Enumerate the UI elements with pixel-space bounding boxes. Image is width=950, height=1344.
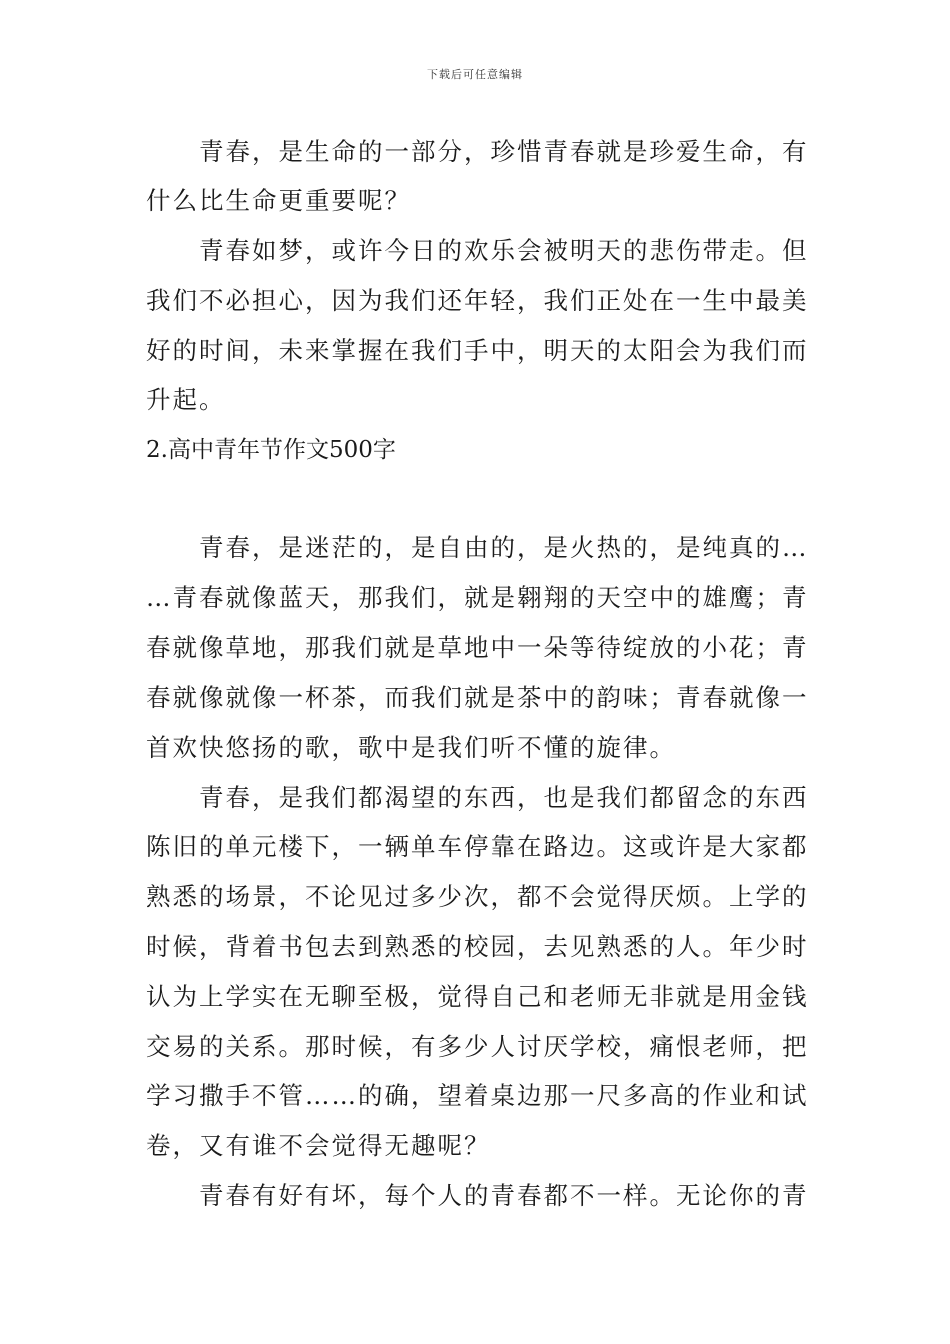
- paragraph-line: 青春，是我们都渴望的东西，也是我们都留念的东西: [146, 783, 809, 812]
- paragraph-line: 首欢快悠扬的歌，歌中是我们听不懂的旋律。: [146, 733, 676, 762]
- paragraph-line: 青春，是生命的一部分，珍惜青春就是珍爱生命，有: [146, 137, 809, 166]
- paragraph-line: 青春如梦，或许今日的欢乐会被明天的悲伤带走。但: [146, 236, 809, 265]
- paragraph-line: 交易的关系。那时候，有多少人讨厌学校，痛恨老师，把: [146, 1032, 809, 1061]
- page-header: 下载后可任意编辑: [427, 68, 523, 81]
- paragraph-line: 学习撒手不管……的确，望着桌边那一尺多高的作业和试: [146, 1081, 809, 1110]
- paragraph-line: 春就像草地，那我们就是草地中一朵等待绽放的小花；青: [146, 633, 809, 662]
- paragraph-line: 青春，是迷茫的，是自由的，是火热的，是纯真的…: [146, 533, 809, 562]
- paragraph-line: 春就像就像一杯茶，而我们就是茶中的韵味；青春就像一: [146, 683, 809, 712]
- paragraph-line: 卷，又有谁不会觉得无趣呢？: [146, 1131, 491, 1160]
- paragraph-line: 我们不必担心，因为我们还年轻，我们正处在一生中最美: [146, 286, 809, 315]
- paragraph-line: 陈旧的单元楼下，一辆单车停靠在路边。这或许是大家都: [146, 832, 809, 861]
- paragraph-line: 什么比生命更重要呢？: [146, 186, 411, 215]
- paragraph-line: 好的时间，未来掌握在我们手中，明天的太阳会为我们而: [146, 336, 809, 365]
- paragraph-line: …青春就像蓝天，那我们，就是翱翔的天空中的雄鹰；青: [146, 583, 809, 612]
- section-heading: 2.高中青年节作文500字: [146, 437, 396, 463]
- paragraph-line: 时候，背着书包去到熟悉的校园，去见熟悉的人。年少时: [146, 932, 809, 961]
- paragraph-line: 认为上学实在无聊至极，觉得自己和老师无非就是用金钱: [146, 982, 809, 1011]
- paragraph-line: 熟悉的场景，不论见过多少次，都不会觉得厌烦。上学的: [146, 882, 809, 911]
- paragraph-line: 青春有好有坏，每个人的青春都不一样。无论你的青: [146, 1181, 809, 1210]
- paragraph-line: 升起。: [146, 385, 226, 414]
